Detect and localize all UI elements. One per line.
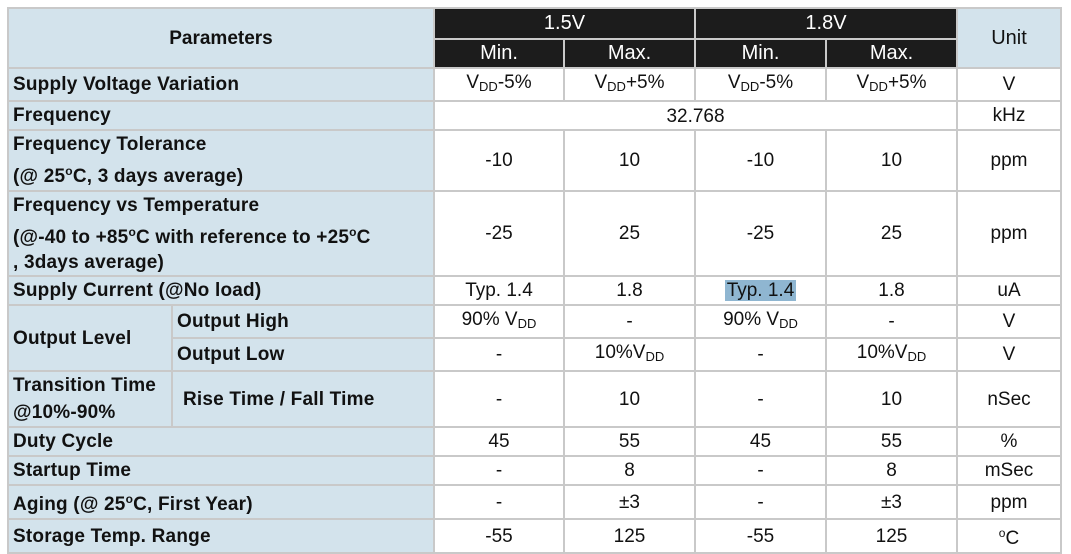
table-row [8, 68, 1061, 101]
cell-v1-max: $10\%V_{DD}$ [564, 338, 695, 371]
row-label: Duty Cycle [8, 427, 434, 456]
cell-v2-max: $10\%V_{DD}$ [826, 338, 957, 371]
table-row [8, 519, 1061, 553]
cell-unit: mSec [957, 456, 1061, 485]
row-sublabel: Output Low [172, 338, 434, 371]
cell-v2-min: 90% $V_{DD}$ [695, 305, 826, 338]
table-row [8, 130, 1061, 191]
cell-v1-max: 1.8 [564, 276, 695, 305]
cell-v2-max: ±3 [826, 485, 957, 519]
cell-unit: uA [957, 276, 1061, 305]
cell-v2-min [695, 276, 826, 305]
table-row [8, 276, 1061, 305]
cell-unit: V [957, 68, 1061, 101]
cell-unit: kHz [957, 101, 1061, 130]
table-row [8, 305, 1061, 338]
cell-v1-min: -55 [434, 519, 564, 553]
highlighted-value: Typ. 1.4 [726, 280, 795, 301]
cell-v1-max: 8 [564, 456, 695, 485]
cell-v1-max: 10 [564, 371, 695, 427]
cell-v1-max: 25 [564, 191, 695, 276]
cell-v2-max: 8 [826, 456, 957, 485]
row-label: Frequency vs Temperature (@-40 to $+85^oC$ with reference to $+25^oC$ , 3days average) [8, 191, 434, 276]
cell-v1-min: -25 [434, 191, 564, 276]
table-row [8, 371, 1061, 427]
cell-v1-min: Typ. 1.4 [434, 276, 564, 305]
cell-v1-min: 45 [434, 427, 564, 456]
cell-v2-max: $V_{DD}+5\%$ [826, 68, 957, 101]
row-label: Supply Current (@No load) [8, 276, 434, 305]
cell-unit: nSec [957, 371, 1061, 427]
row-label: Storage Temp. Range [8, 519, 434, 553]
header-min-2: Min. [695, 39, 826, 68]
cell-unit: ppm [957, 130, 1061, 191]
cell-unit: V [957, 338, 1061, 371]
row-label: Frequency Tolerance (@ 25$^o$C, 3 days average) [8, 130, 434, 191]
cell-v1-max: 55 [564, 427, 695, 456]
cell-v2-max: 55 [826, 427, 957, 456]
header-max-1: Max. [564, 39, 695, 68]
cell-v2-min: - [695, 338, 826, 371]
row-sublabel: Output High [172, 305, 434, 338]
cell-unit: $^o$C [957, 519, 1061, 553]
cell-v1-min: -10 [434, 130, 564, 191]
cell-v2-max: 1.8 [826, 276, 957, 305]
cell-v1-max: - [564, 305, 695, 338]
header-max-2: Max. [826, 39, 957, 68]
cell-unit: % [957, 427, 1061, 456]
row-label: Startup Time [8, 456, 434, 485]
cell-unit: V [957, 305, 1061, 338]
header-voltage-2: 1.8V [695, 8, 957, 39]
cell-v2-min: - [695, 456, 826, 485]
table-row [8, 191, 1061, 276]
cell-v2-min: -10 [695, 130, 826, 191]
cell-v2-max: 10 [826, 371, 957, 427]
row-label: Output Level [8, 305, 172, 371]
cell-v2-max: 125 [826, 519, 957, 553]
cell-v1-max: ±3 [564, 485, 695, 519]
cell-v2-max: 10 [826, 130, 957, 191]
cell-unit: ppm [957, 485, 1061, 519]
cell-v1-min: $V_{DD}-5\%$ [434, 68, 564, 101]
header-parameters: Parameters [8, 8, 434, 68]
cell-unit: ppm [957, 191, 1061, 276]
cell-v1-min: - [434, 456, 564, 485]
row-label: Supply Voltage Variation [8, 68, 434, 101]
row-label: Transition Time @10%-90% [8, 371, 172, 427]
cell-v2-min: - [695, 371, 826, 427]
cell-frequency-value: 32.768 [434, 101, 957, 130]
row-sublabel: Rise Time / Fall Time [172, 371, 434, 427]
table-row [8, 485, 1061, 519]
header-min-1: Min. [434, 39, 564, 68]
row-label: Frequency [8, 101, 434, 130]
cell-v1-max: 10 [564, 130, 695, 191]
cell-v2-min: -55 [695, 519, 826, 553]
table-row [8, 101, 1061, 130]
cell-v2-max: 25 [826, 191, 957, 276]
cell-v2-min: - [695, 485, 826, 519]
cell-v1-max: $V_{DD}+5\%$ [564, 68, 695, 101]
cell-v2-max: - [826, 305, 957, 338]
header-voltage-1: 1.5V [434, 8, 695, 39]
table-row [8, 456, 1061, 485]
cell-v1-max: 125 [564, 519, 695, 553]
table-row [8, 427, 1061, 456]
cell-v2-min: $V_{DD}-5\%$ [695, 68, 826, 101]
cell-v2-min: 45 [695, 427, 826, 456]
cell-v1-min: - [434, 485, 564, 519]
cell-v1-min: - [434, 371, 564, 427]
spec-table [7, 7, 1062, 554]
cell-v1-min: 90% $V_{DD}$ [434, 305, 564, 338]
header-unit: Unit [957, 8, 1061, 68]
row-label: Aging (@ 25$^o$C, First Year) [8, 485, 434, 519]
cell-v1-min: - [434, 338, 564, 371]
cell-v2-min: -25 [695, 191, 826, 276]
